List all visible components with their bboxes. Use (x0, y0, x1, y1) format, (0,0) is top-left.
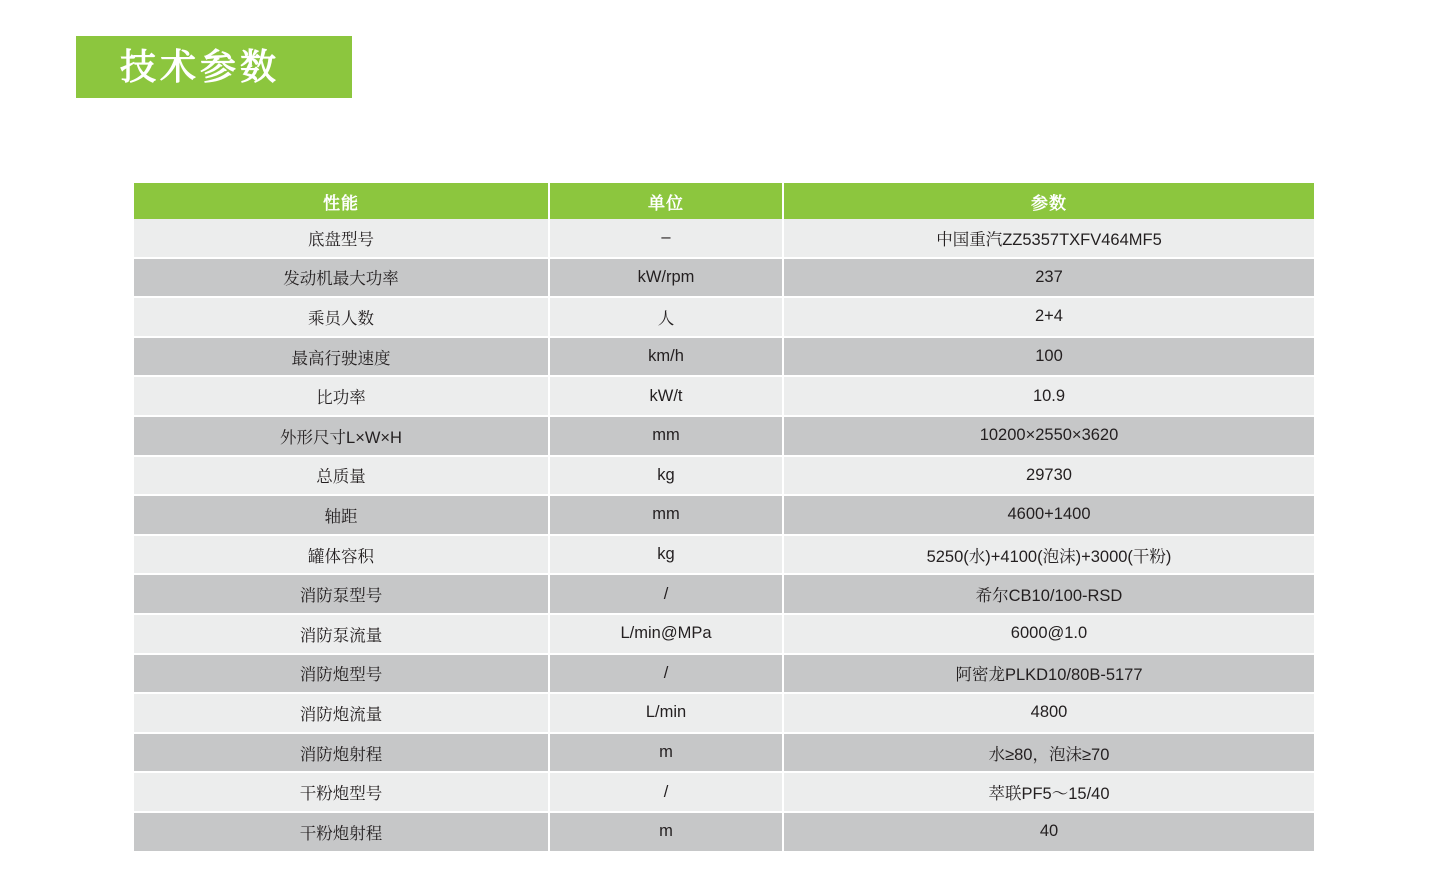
cell-parameter: 萃联PF5～15/40 (783, 772, 1314, 812)
cell-parameter: 4800 (783, 693, 1314, 733)
section-title-banner (76, 36, 352, 98)
cell-parameter: 阿密龙PLKD10/80B-5177 (783, 654, 1314, 694)
cell-parameter: 100 (783, 337, 1314, 377)
cell-unit: mm (549, 495, 783, 535)
cell-unit: / (549, 574, 783, 614)
cell-performance: 发动机最大功率 (134, 258, 549, 298)
cell-unit: kg (549, 456, 783, 496)
table-row (134, 535, 1314, 575)
table-row (134, 614, 1314, 654)
table-row (134, 376, 1314, 416)
cell-unit: m (549, 812, 783, 851)
cell-unit: mm (549, 416, 783, 456)
table-row (134, 693, 1314, 733)
cell-performance: 总质量 (134, 456, 549, 496)
cell-performance: 干粉炮射程 (134, 812, 549, 851)
cell-parameter: 水≥80，泡沫≥70 (783, 733, 1314, 773)
cell-unit: / (549, 772, 783, 812)
cell-parameter: 希尔CB10/100-RSD (783, 574, 1314, 614)
table-row (134, 495, 1314, 535)
cell-parameter: 10200×2550×3620 (783, 416, 1314, 456)
page-title: 技术参数 (120, 46, 281, 87)
cell-unit: m (549, 733, 783, 773)
cell-parameter: 4600+1400 (783, 495, 1314, 535)
cell-parameter: 29730 (783, 456, 1314, 496)
table-row (134, 812, 1314, 851)
cell-unit: L/min (549, 693, 783, 733)
cell-performance: 消防炮流量 (134, 693, 549, 733)
specifications-table-container (134, 183, 1314, 851)
cell-parameter: 6000@1.0 (783, 614, 1314, 654)
cell-unit: / (549, 654, 783, 694)
table-row (134, 297, 1314, 337)
cell-performance: 消防泵型号 (134, 574, 549, 614)
cell-unit: – (549, 219, 783, 258)
table-row (134, 416, 1314, 456)
cell-performance: 罐体容积 (134, 535, 549, 575)
table-row (134, 654, 1314, 694)
cell-parameter: 10.9 (783, 376, 1314, 416)
cell-unit: kW/rpm (549, 258, 783, 298)
cell-parameter: 237 (783, 258, 1314, 298)
cell-unit: L/min@MPa (549, 614, 783, 654)
table-row (134, 456, 1314, 496)
table-body (134, 219, 1314, 851)
cell-unit: km/h (549, 337, 783, 377)
cell-unit: kg (549, 535, 783, 575)
cell-performance: 轴距 (134, 495, 549, 535)
cell-performance: 消防泵流量 (134, 614, 549, 654)
cell-performance: 最高行驶速度 (134, 337, 549, 377)
specifications-table (134, 183, 1314, 851)
table-row (134, 337, 1314, 377)
cell-performance: 乘员人数 (134, 297, 549, 337)
table-row (134, 574, 1314, 614)
table-row (134, 219, 1314, 258)
cell-performance: 比功率 (134, 376, 549, 416)
cell-performance: 外形尺寸L×W×H (134, 416, 549, 456)
cell-performance: 干粉炮型号 (134, 772, 549, 812)
table-header (134, 183, 1314, 219)
column-header-parameter: 参数 (783, 183, 1314, 219)
column-header-unit: 单位 (549, 183, 783, 219)
cell-unit: kW/t (549, 376, 783, 416)
table-row (134, 733, 1314, 773)
table-row (134, 258, 1314, 298)
cell-performance: 底盘型号 (134, 219, 549, 258)
cell-unit: 人 (549, 297, 783, 337)
cell-parameter: 5250(水)+4100(泡沫)+3000(干粉) (783, 535, 1314, 575)
table-row (134, 772, 1314, 812)
cell-parameter: 中国重汽ZZ5357TXFV464MF5 (783, 219, 1314, 258)
cell-performance: 消防炮型号 (134, 654, 549, 694)
cell-parameter: 2+4 (783, 297, 1314, 337)
column-header-performance: 性能 (134, 183, 549, 219)
table-header-row (134, 183, 1314, 219)
cell-parameter: 40 (783, 812, 1314, 851)
cell-performance: 消防炮射程 (134, 733, 549, 773)
